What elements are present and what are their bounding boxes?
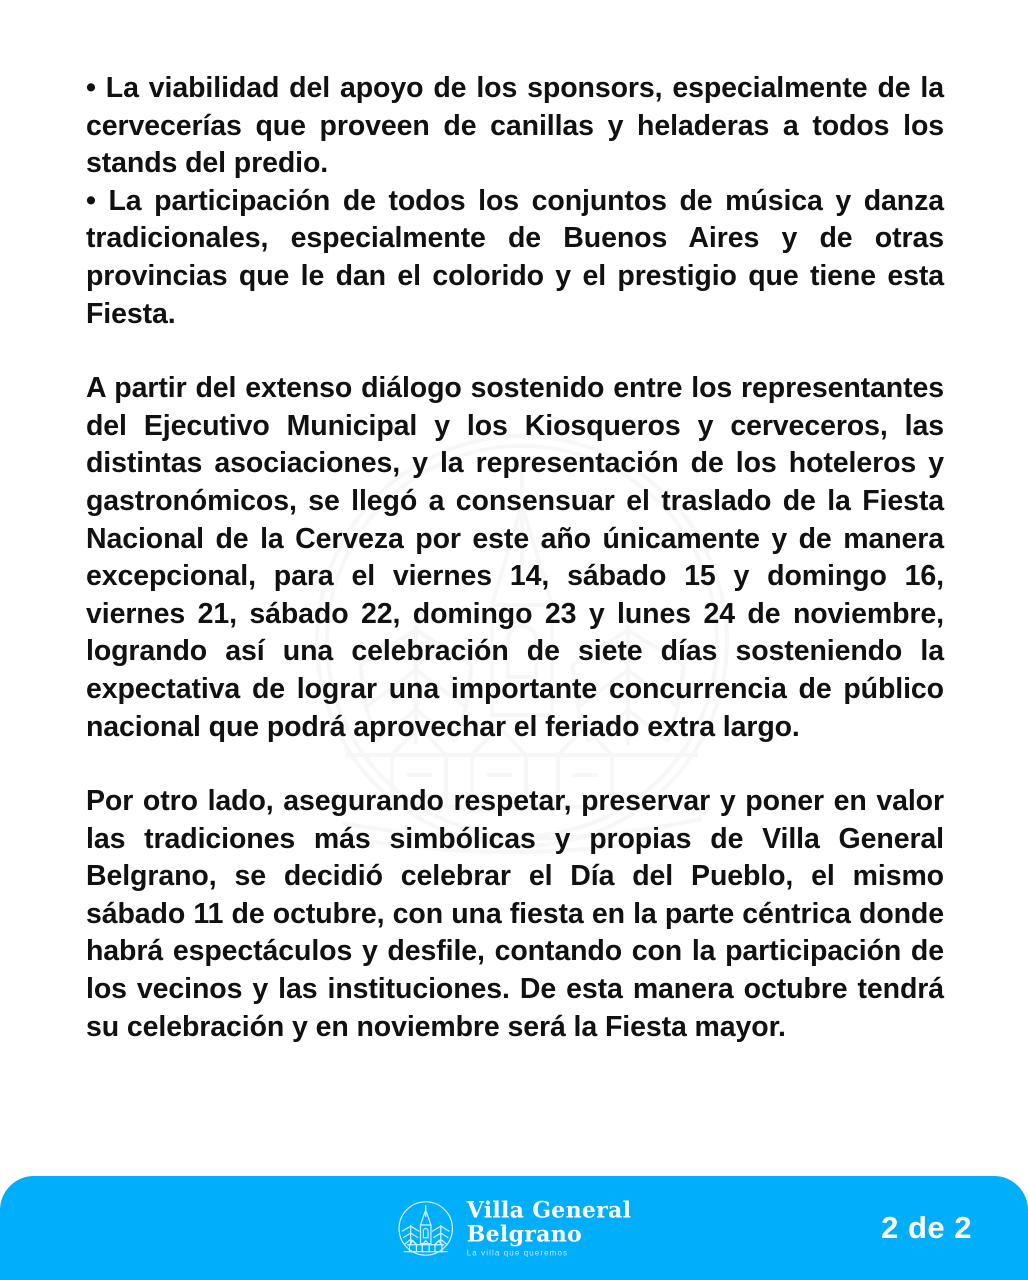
brand-line-2: Belgrano xyxy=(466,1221,582,1248)
page-indicator: 2 de 2 xyxy=(881,1210,972,1245)
paragraph-bullet-participacion: • La participación de todos los conjuntos de música y danza tradicionales, especialmente de Buenos Aires y de otras provincias que le dan el colorido y el prestigio que tiene esta Fiesta. xyxy=(86,184,944,330)
brand-wordmark xyxy=(467,1199,632,1258)
paragraph-dia-del-pueblo: Por otro lado, asegurando respetar, preservar y poner en valor las tradiciones más simbólicas y propias de Villa General Belgrano, se decidió celebrar el Día del Pueblo, el mismo sábado 11 de octubre, con una fiesta en la parte céntrica donde habrá espectáculos y desfile, contando con la participación de los vecinos y las instituciones. De esta manera octubre tendrá su celebración y en noviembre será la Fiesta mayor. xyxy=(86,785,944,1043)
paragraph-dialogo-traslado: A partir del extenso diálogo sostenido entre los representantes del Ejecutivo Municipal y los Kiosqueros y cerveceros, las distintas asociaciones, y la representación de los hoteleros y gastronómicos, se llegó a consensuar el traslado de la Fiesta Nacional de la Cerveza por este año únicamente y de manera excepcional, para el viernes 14, sábado 15 y domingo 16, viernes 21, sábado 22, domingo 23 y lunes 24 de noviembre, logrando así una celebración de siete días sosteniendo la expectativa de lograr una importante concurrencia de público nacional que podrá aprovechar el feriado extra largo. xyxy=(86,372,944,743)
brand-tagline: La villa que queremos xyxy=(466,1248,569,1258)
footer-bar xyxy=(0,1176,1028,1280)
paragraph-bullet-sponsors: • La viabilidad del apoyo de los sponsors, especialmente de la cervecerías que proveen de canillas y heladeras a todos los stands del predio. xyxy=(86,72,944,180)
brand-line-1: Villa General xyxy=(466,1197,632,1224)
village-church-emblem-icon xyxy=(397,1199,455,1257)
document-body xyxy=(86,70,944,1046)
brand-logo xyxy=(397,1199,632,1258)
